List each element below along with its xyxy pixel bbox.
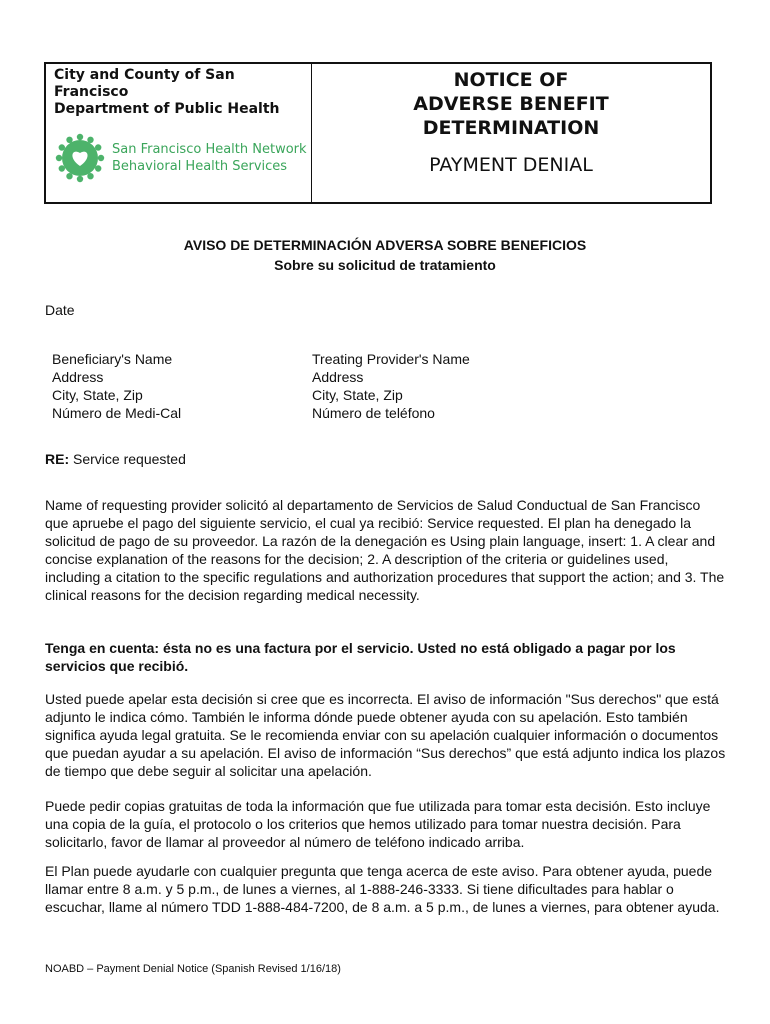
provider-phone: Número de teléfono xyxy=(312,405,435,421)
provider-block xyxy=(312,350,470,422)
provider-address: Address xyxy=(312,369,364,385)
org-line: Department of Public Health xyxy=(54,101,280,117)
logo-line: Behavioral Health Services xyxy=(112,159,288,174)
org-panel xyxy=(46,64,312,202)
notice-title-line: DETERMINATION xyxy=(422,117,600,139)
footer-note: NOABD – Payment Denial Notice (Spanish Revised 1/16/18) xyxy=(45,963,341,975)
notice-title xyxy=(312,68,710,140)
beneficiary-name: Beneficiary's Name xyxy=(52,351,173,367)
beneficiary-medical-number: Número de Medi-Cal xyxy=(52,405,182,421)
org-line: Francisco xyxy=(54,84,129,100)
help-paragraph: El Plan puede ayudarle con cualquier pregunta que tenga acerca de este aviso. Para obtener ayuda, puede llamar entre 8 a.m. y 5 p.m., de lunes a viernes, al 1-888-246-3333. Si tiene dificultades para hablar o escuchar, llame al número TDD 1-888-484-7200, de 8 a.m. a 5 p.m., de lunes a viernes, para obtener ayuda. xyxy=(45,863,720,915)
org-line: City and County of San xyxy=(54,67,235,83)
heart-emblem-icon xyxy=(54,132,106,184)
notice-panel xyxy=(312,64,710,202)
appeal-paragraph: Usted puede apelar esta decisión si cree que es incorrecta. El aviso de información "Sus derechos" que está adjunto le indica cómo. También le informa dónde puede obtener ayuda con su apelación. Esto también significa ayuda legal gratuita. Se le recomienda enviar con su apelación cualquier información o documentos que puedan ayudar a su apelación. El aviso de información “Sus derechos” que está adjunto indica los plazos de tiempo que debe seguir al solicitar una apelación. xyxy=(45,691,726,779)
logo-text xyxy=(112,141,307,175)
logo-line: San Francisco Health Network xyxy=(112,142,307,157)
date-label: Date xyxy=(45,302,75,318)
notice-subtitle: PAYMENT DENIAL xyxy=(429,154,593,176)
beneficiary-address: Address xyxy=(52,369,104,385)
re-value: Service requested xyxy=(69,451,186,467)
provider-name: Treating Provider's Name xyxy=(312,351,470,367)
provider-city: City, State, Zip xyxy=(312,387,403,403)
not-a-bill-paragraph: Tenga en cuenta: ésta no es una factura por el servicio. Usted no está obligado a pagar por los servicios que recibió. xyxy=(45,640,676,674)
header-box xyxy=(44,62,712,204)
notice-title-line: ADVERSE BENEFIT xyxy=(413,93,609,115)
spanish-subheading: Sobre su solicitud de tratamiento xyxy=(274,257,496,273)
beneficiary-block xyxy=(52,350,181,422)
org-name xyxy=(54,67,311,118)
beneficiary-city: City, State, Zip xyxy=(52,387,143,403)
re-line xyxy=(45,450,186,468)
re-label: RE: xyxy=(45,451,70,467)
spanish-heading: AVISO DE DETERMINACIÓN ADVERSA SOBRE BENEFICIOS xyxy=(183,237,587,253)
notice-title-line: NOTICE OF xyxy=(453,69,569,91)
copies-paragraph: Puede pedir copias gratuitas de toda la información que fue utilizada para tomar esta decisión. Esto incluye una copia de la guía, el protocolo o los criterios que hemos utilizado para tomar nuestra decisión. Para solicitarlo, favor de llamar al proveedor al número de teléfono indicado arriba. xyxy=(45,798,711,850)
sfhn-logo xyxy=(54,132,311,184)
denial-paragraph: Name of requesting provider solicitó al departamento de Servicios de Salud Conductual de San Francisco que apruebe el pago del siguiente servicio, el cual ya recibió: Service requested. El plan ha denegado la solicitud de pago de su proveedor. La razón de la denegación es Using plain language, insert: 1. A clear and concise explanation of the reasons for the decision; 2. A description of the criteria or guidelines used, including a citation to the specific regulations and authorization procedures that support the action; and 3. The clinical reasons for the decision regarding medical necessity. xyxy=(45,497,725,603)
